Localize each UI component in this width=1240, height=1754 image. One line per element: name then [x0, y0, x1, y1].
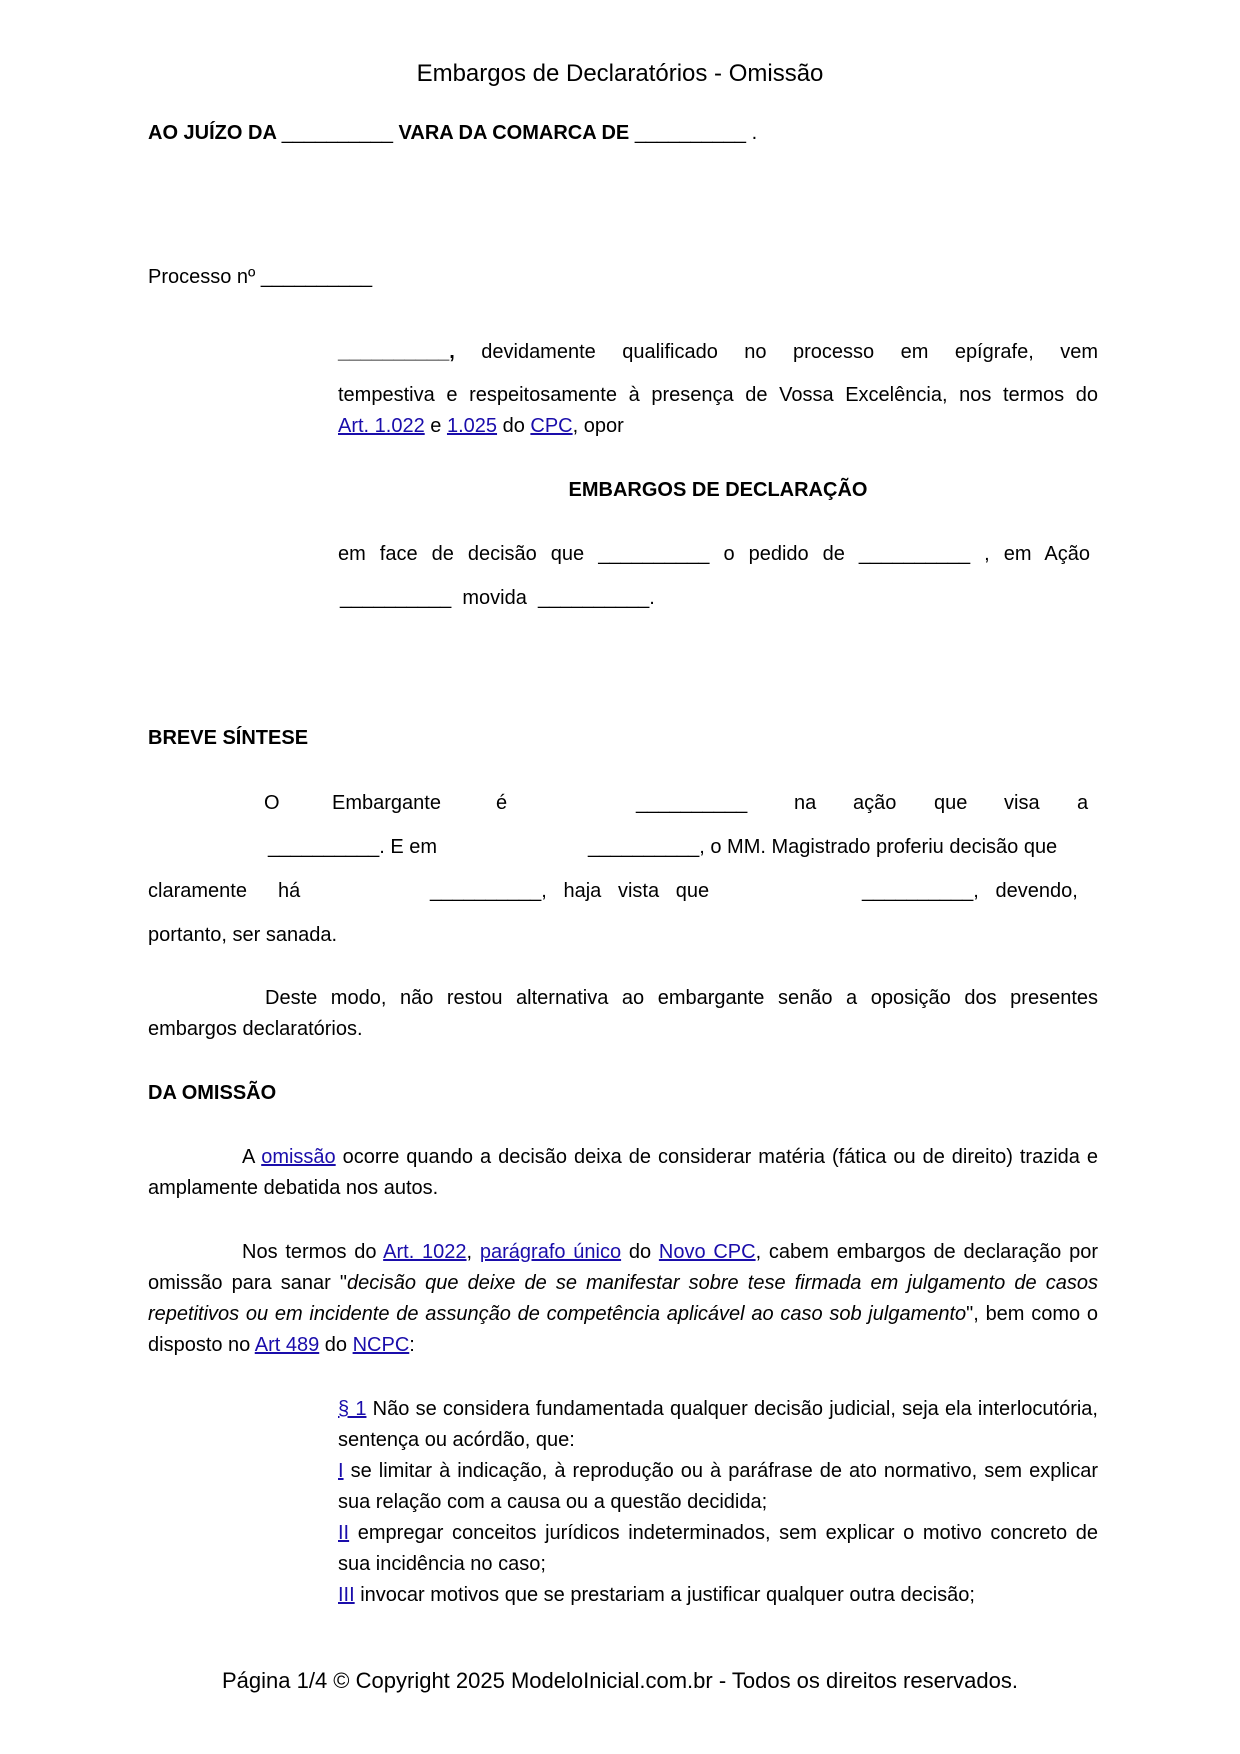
processo-line — [148, 262, 372, 293]
omissao-text-a: A — [242, 1146, 262, 1168]
party-name-blank: __________ — [338, 341, 450, 363]
nos-termos-text-7: : — [409, 1334, 415, 1356]
intro-line-2: tempestiva e respeitosamente à presença de Vossa Excelência, nos termos do — [338, 384, 1098, 406]
face-line-1 — [338, 539, 1090, 570]
intro-paragraph — [338, 337, 1098, 442]
sintese-w-e: é — [496, 792, 508, 814]
sintese-text-eem: . E em — [379, 836, 438, 858]
nos-termos-text-3: do — [621, 1241, 659, 1263]
link-paragrafo-1[interactable]: § 1 — [338, 1398, 367, 1420]
sintese-text-mm: , o MM. Magistrado proferiu decisão que — [699, 836, 1058, 858]
sintese-w-na: na — [794, 792, 817, 814]
link-inciso-i[interactable]: I — [338, 1460, 344, 1482]
face-text-3: , em Ação — [984, 543, 1090, 565]
page-footer: Página 1/4 © Copyright 2025 ModeloInicial.com.br - Todos os direitos reservados. — [222, 1668, 1018, 1693]
court-addressee-line — [148, 118, 757, 149]
intro-line-1 — [338, 337, 1098, 368]
art-489-quote-block — [338, 1394, 1098, 1611]
processo-blank: __________ — [260, 266, 373, 288]
face-text-5: . — [649, 587, 655, 609]
nos-termos-text-4: , cabem embargos de declaração por omissão para sanar " — [148, 1241, 1098, 1294]
link-art-489[interactable]: Art 489 — [254, 1334, 320, 1356]
link-1025[interactable]: 1.025 — [446, 415, 498, 437]
quote-item-iii-text: invocar motivos que se prestariam a justificar qualquer outra decisão; — [354, 1584, 975, 1606]
intro-line-1-text: devidamente qualificado no processo em epígrafe, vem — [481, 341, 1098, 363]
link-inciso-ii[interactable]: II — [338, 1522, 350, 1544]
face-paragraph — [338, 539, 1090, 570]
link-paragrafo-unico[interactable]: parágrafo único — [479, 1241, 622, 1263]
sintese-w-embargante: Embargante — [332, 792, 441, 814]
intro-line-3 — [338, 411, 1098, 442]
link-art-1022[interactable]: Art. 1.022 — [338, 415, 425, 437]
nos-termos-text-6: do — [319, 1334, 353, 1356]
quote-item-i-text: se limitar à indicação, à reprodução ou à paráfrase de ato normativo, sem explicar sua relação com a causa ou a questão decidida; — [338, 1460, 1098, 1513]
nos-termos-quote: decisão que deixe de se manifestar sobre tese firmada em julgamento de casos repetitivos ou em incidente de assunção de competência aplicável ao caso sob julgamento — [148, 1272, 1098, 1325]
sintese-text-haja: , haja vista que — [541, 880, 710, 902]
omissao-definition-paragraph — [148, 1142, 1098, 1204]
intro-text-do: do — [497, 415, 531, 437]
nos-termos-text-1: Nos termos do — [242, 1241, 384, 1263]
court-blank-vara: __________ — [281, 122, 393, 144]
face-blank-2: __________ — [858, 543, 971, 565]
link-cpc[interactable]: CPC — [530, 415, 573, 437]
sintese-line-3-mid — [430, 876, 709, 907]
sintese-blank-3: __________ — [588, 836, 700, 858]
sintese-w-ha: há — [278, 880, 301, 902]
court-prefix: AO JUÍZO DA — [148, 122, 277, 144]
sintese-blank-4: __________ — [430, 880, 542, 902]
sintese-w-que: que — [934, 792, 968, 814]
link-ncpc[interactable]: NCPC — [352, 1334, 410, 1356]
sintese-line-2-a — [268, 832, 437, 863]
deste-modo-paragraph: Deste modo, não restou alternativa ao embargante senão a oposição dos presentes embargos declaratórios. — [148, 987, 1098, 1040]
processo-label: Processo nº — [148, 266, 256, 288]
sintese-w-acao: ação — [853, 792, 897, 814]
court-end: . — [751, 122, 758, 144]
link-omissao[interactable]: omissão — [261, 1146, 336, 1168]
heading-da-omissao: DA OMISSÃO — [148, 1082, 277, 1104]
face-blank-3: __________ — [340, 587, 452, 609]
sintese-w-visa: visa — [1004, 792, 1040, 814]
face-blank-1: __________ — [598, 543, 710, 565]
face-blank-4: __________ — [537, 587, 650, 609]
sintese-line-2-b — [588, 832, 1057, 863]
sintese-blank-1: __________ — [636, 792, 748, 814]
face-text-4: movida — [462, 587, 527, 609]
face-line-2 — [340, 583, 655, 614]
quote-par-1 — [338, 1394, 1098, 1456]
nos-termos-text-5: ", bem como o disposto no — [148, 1303, 1098, 1356]
nos-termos-paragraph — [148, 1237, 1098, 1361]
page-header-title: Embargos de Declaratórios - Omissão — [416, 60, 824, 87]
sintese-line-3-end — [862, 876, 1078, 907]
intro-text-e: e — [424, 415, 447, 437]
intro-text-opor: , opor — [572, 415, 624, 437]
court-blank-comarca: __________ — [634, 122, 747, 144]
face-text-1: em face de decisão que — [338, 543, 585, 565]
quote-item-i — [338, 1456, 1098, 1518]
sintese-w-a: a — [1077, 792, 1089, 814]
quote-item-ii — [338, 1518, 1098, 1580]
omissao-text-rest: ocorre quando a decisão deixa de considerar matéria (fática ou de direito) trazida e amplamente debatida nos autos. — [148, 1146, 1098, 1199]
link-novo-cpc[interactable]: Novo CPC — [658, 1241, 756, 1263]
sintese-blank-5: __________ — [862, 880, 974, 902]
court-middle: VARA DA COMARCA DE — [398, 122, 630, 144]
sintese-text-devendo: , devendo, — [973, 880, 1078, 902]
heading-breve-sintese: BREVE SÍNTESE — [148, 727, 309, 749]
face-text-2: o pedido de — [723, 543, 845, 565]
sintese-portanto: portanto, ser sanada. — [148, 924, 338, 946]
sintese-blank-2: __________ — [268, 836, 380, 858]
sintese-w-claramente: claramente — [148, 880, 247, 902]
link-inciso-iii[interactable]: III — [338, 1584, 355, 1606]
quote-item-iii — [338, 1580, 1098, 1611]
nos-termos-text-2: , — [466, 1241, 480, 1263]
quote-item-ii-text: empregar conceitos jurídicos indeterminados, sem explicar o motivo concreto de sua incidência no caso; — [338, 1522, 1098, 1575]
heading-embargos: EMBARGOS DE DECLARAÇÃO — [568, 479, 868, 501]
link-art-1022-b[interactable]: Art. 1022 — [383, 1241, 467, 1263]
party-comma: , — [449, 341, 455, 363]
sintese-w-o: O — [264, 792, 280, 814]
quote-par-1-text: Não se considera fundamentada qualquer decisão judicial, seja ela interlocutória, sentença ou acórdão, que: — [338, 1398, 1098, 1451]
